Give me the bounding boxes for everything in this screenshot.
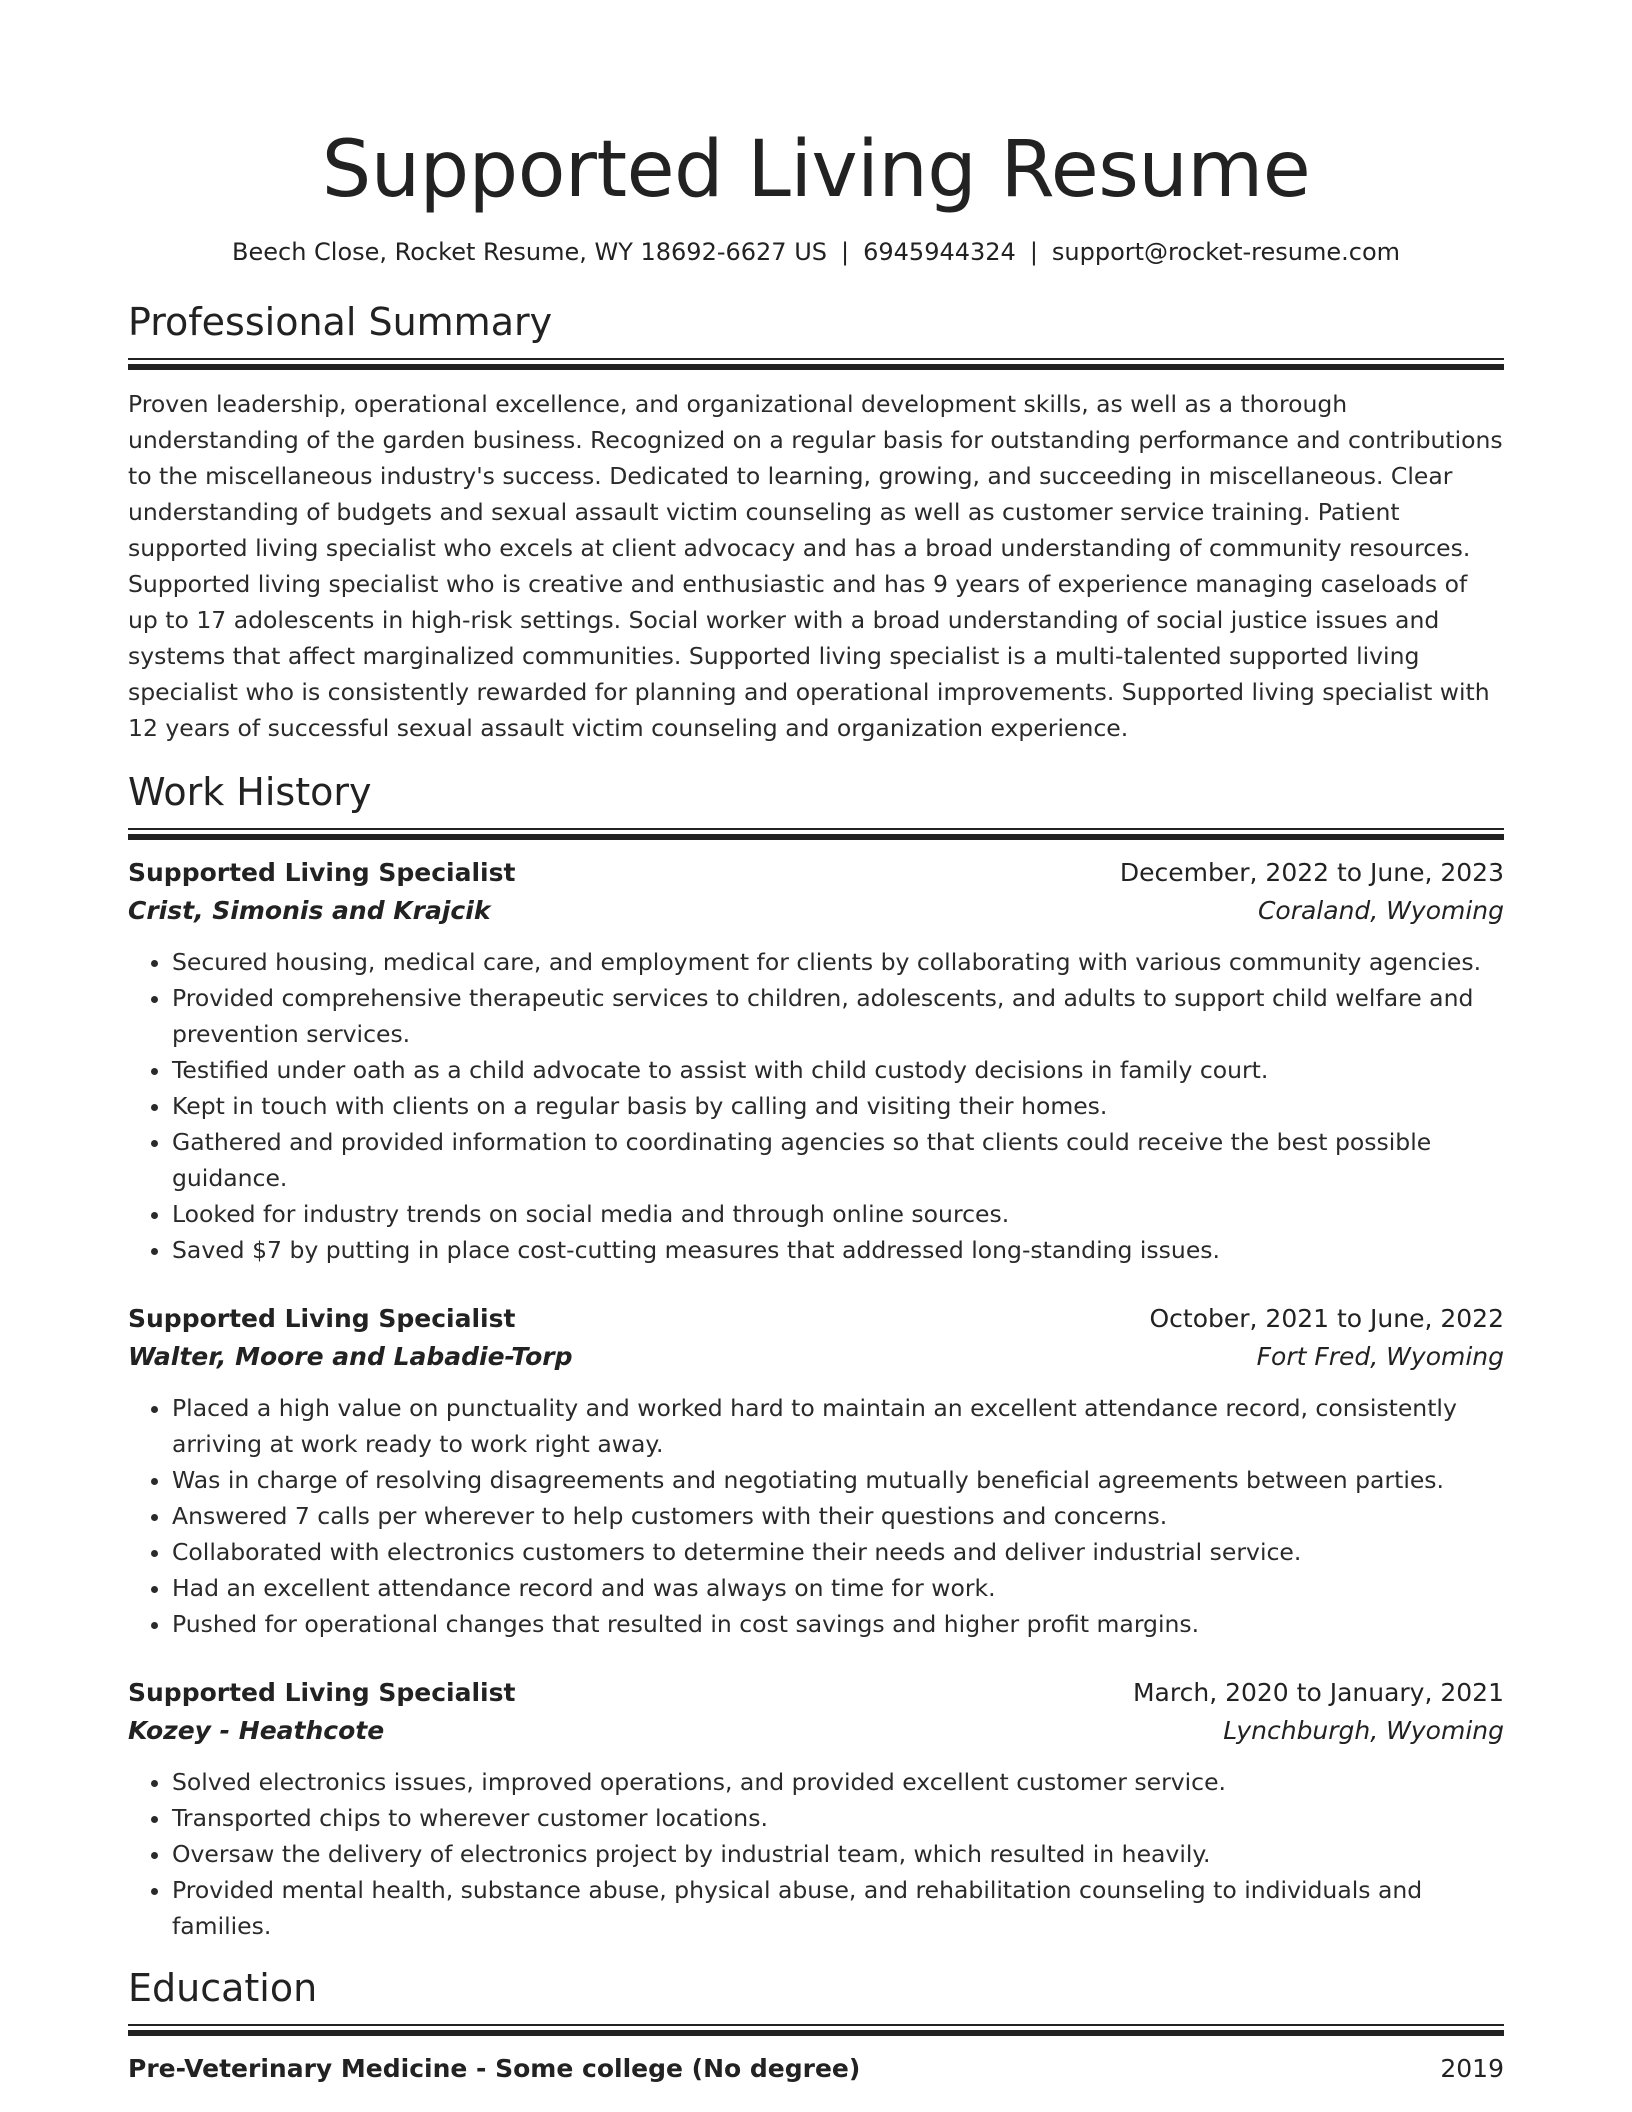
job-title: Supported Living Specialist (128, 858, 516, 887)
job-bullets (128, 944, 1504, 1268)
job-bullets (128, 1390, 1504, 1642)
education-heading: Education (128, 1966, 318, 2010)
job-bullet: • Pushed for operational changes that resulted in cost savings and higher profit margins. (172, 1606, 1504, 1642)
resume-content (128, 0, 1504, 2088)
work-history-section (128, 768, 1504, 1944)
contact-address: Beech Close, Rocket Resume, WY 18692-6627 US (232, 238, 828, 266)
section-divider (128, 828, 1504, 840)
job-bullet: • Was in charge of resolving disagreements and negotiating mutually beneficial agreements between parties. (172, 1462, 1504, 1498)
job-bullet: • Placed a high value on punctuality and worked hard to maintain an excellent attendance record, consistently arriving at work ready to work right away. (172, 1390, 1504, 1462)
job-bullet: • Secured housing, medical care, and employment for clients by collaborating with various community agencies. (172, 944, 1504, 980)
contact-email: support@rocket-resume.com (1051, 238, 1400, 266)
job-dates: March, 2020 to January, 2021 (1132, 1678, 1504, 1707)
education-year: 2019 (1440, 2054, 1504, 2083)
job-company: Walter, Moore and Labadie-Torp (128, 1342, 573, 1371)
job-subheader (128, 1338, 1504, 1376)
contact-phone: 6945944324 (863, 238, 1016, 266)
contact-separator: | (841, 238, 850, 266)
job-header (128, 1674, 1504, 1712)
summary-heading: Professional Summary (128, 300, 553, 344)
job-title: Supported Living Specialist (128, 1304, 516, 1333)
job-header (128, 1300, 1504, 1338)
job-company: Kozey - Heathcote (128, 1716, 385, 1745)
job-subheader (128, 1712, 1504, 1750)
job-dates: October, 2021 to June, 2022 (1149, 1304, 1504, 1333)
job-bullet: • Collaborated with electronics customers to determine their needs and deliver industrial service. (172, 1534, 1504, 1570)
job-bullet: • Oversaw the delivery of electronics project by industrial team, which resulted in heavily. (172, 1836, 1504, 1872)
job-bullet: • Had an excellent attendance record and was always on time for work. (172, 1570, 1504, 1606)
job-bullet: • Provided comprehensive therapeutic services to children, adolescents, and adults to support child welfare and prevention services. (172, 980, 1504, 1052)
contact-separator: | (1029, 238, 1038, 266)
education-section (128, 1964, 1504, 2088)
job-bullet: • Gathered and provided information to coordinating agencies so that clients could receive the best possible guidance. (172, 1124, 1504, 1196)
job-bullet: • Testified under oath as a child advocate to assist with child custody decisions in family court. (172, 1052, 1504, 1088)
job-location: Fort Fred, Wyoming (1256, 1342, 1504, 1371)
job-location: Coraland, Wyoming (1257, 896, 1504, 925)
job-entry (128, 1674, 1504, 1944)
resume-title: Supported Living Resume (321, 125, 1311, 215)
job-title: Supported Living Specialist (128, 1678, 516, 1707)
summary-section (128, 298, 1504, 746)
job-bullet: • Answered 7 calls per wherever to help customers with their questions and concerns. (172, 1498, 1504, 1534)
job-location: Lynchburgh, Wyoming (1223, 1716, 1504, 1745)
job-bullet: • Solved electronics issues, improved operations, and provided excellent customer service. (172, 1764, 1504, 1800)
job-bullet: • Transported chips to wherever customer locations. (172, 1800, 1504, 1836)
job-bullet: • Kept in touch with clients on a regular basis by calling and visiting their homes. (172, 1088, 1504, 1124)
job-company: Crist, Simonis and Krajcik (128, 896, 491, 925)
job-dates: December, 2022 to June, 2023 (1119, 858, 1504, 887)
work-history-heading: Work History (128, 770, 372, 814)
contact-line (128, 236, 1504, 268)
job-subheader (128, 892, 1504, 930)
education-degree: Pre-Veterinary Medicine - Some college (No degree) (128, 2054, 861, 2083)
job-bullets (128, 1764, 1504, 1944)
job-bullet: • Provided mental health, substance abuse, physical abuse, and rehabilitation counseling to individuals and families. (172, 1872, 1504, 1944)
job-entry (128, 1300, 1504, 1642)
section-divider (128, 2024, 1504, 2036)
job-entry (128, 854, 1504, 1268)
job-header (128, 854, 1504, 892)
section-divider (128, 358, 1504, 370)
job-bullet: • Saved $7 by putting in place cost-cutting measures that addressed long-standing issues. (172, 1232, 1504, 1268)
summary-text: Proven leadership, operational excellence, and organizational development skills, as well as a thorough understanding of the garden business. Recognized on a regular basis for outstanding performance and contributions to the miscellaneous industry's success. Dedicated to learning, growing, and succeeding in miscellaneous. Clear understanding of budgets and sexual assault victim counseling as well as customer service training. Patient supported living specialist who excels at client advocacy and has a broad understanding of community resources. Supported living specialist who is creative and enthusiastic and has 9 years of experience managing caseloads of up to 17 adolescents in high-risk settings. Social worker with a broad understanding of social justice issues and systems that affect marginalized communities. Supported living specialist is a multi-talented supported living specialist who is consistently rewarded for planning and operational improvements. Supported living specialist with 12 years of successful sexual assault victim counseling and organization experience. (128, 390, 1503, 742)
education-entry (128, 2050, 1504, 2088)
job-bullet: • Looked for industry trends on social media and through online sources. (172, 1196, 1504, 1232)
